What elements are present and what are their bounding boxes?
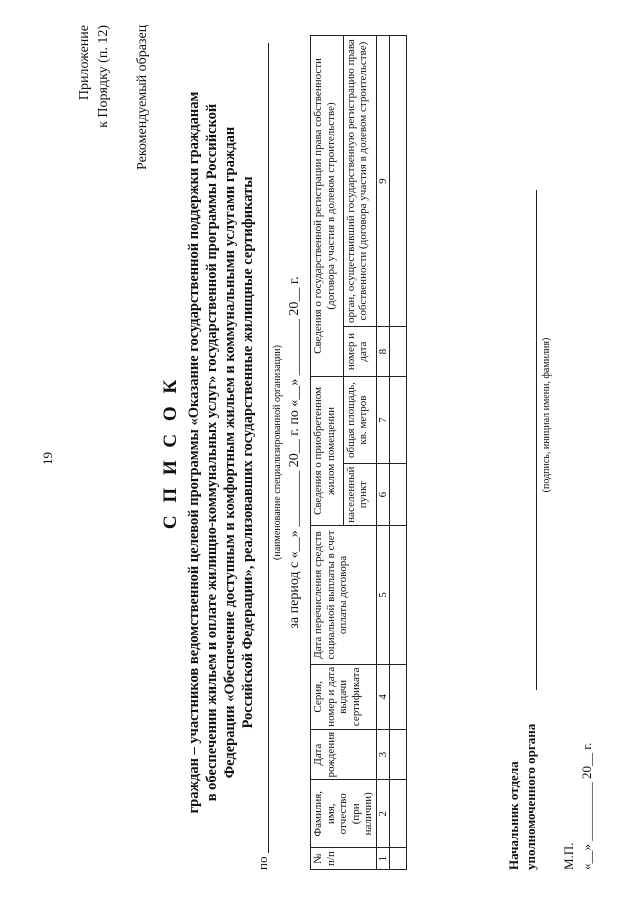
recommended-note: Рекомендуемый образец bbox=[135, 24, 150, 170]
org-name-line bbox=[268, 43, 269, 853]
heading-line: в обеспечении жильем и оплате жилищно-коммунальных услуг» государственной программы Российской bbox=[204, 103, 220, 802]
heading-line: Федерации «Обеспечение доступным и комфортным жильем и коммунальными услугами граждан bbox=[222, 126, 238, 779]
empty-cell bbox=[390, 780, 407, 848]
empty-cell bbox=[390, 848, 407, 870]
column-number-cell: 9 bbox=[376, 36, 390, 327]
header-full-name: Фамилия, имя, отчество (при наличии) bbox=[311, 780, 377, 848]
citizens-table bbox=[310, 35, 407, 870]
header-registration-info: Сведения о государственной регистрации права собственности (договора участия в долевом строительстве) bbox=[311, 36, 344, 377]
empty-cell bbox=[390, 464, 407, 526]
empty-cell bbox=[390, 526, 407, 665]
signature-title-line: Начальник отдела bbox=[506, 761, 521, 870]
column-number-cell: 2 bbox=[376, 780, 390, 848]
header-area: общая площадь, кв. метров bbox=[343, 376, 376, 463]
appendix-block bbox=[75, 25, 113, 205]
column-number-cell: 6 bbox=[376, 464, 390, 526]
signature-block bbox=[505, 670, 539, 870]
empty-cell bbox=[390, 36, 407, 327]
heading-line: граждан – участников ведомственной целевой программы «Оказание государственной поддержки гражданам bbox=[186, 91, 202, 814]
column-number-cell: 4 bbox=[376, 664, 390, 729]
period-line: за период с «__» ________ 20__ г. по «__» ________ 20__ г. bbox=[287, 276, 302, 629]
empty-cell bbox=[390, 729, 407, 780]
header-reg-number-date: номер и дата bbox=[343, 327, 376, 377]
empty-cell bbox=[390, 327, 407, 377]
page-number: 19 bbox=[40, 452, 55, 465]
column-number-cell: 8 bbox=[376, 327, 390, 377]
column-number-cell: 5 bbox=[376, 526, 390, 665]
org-prefix: по bbox=[255, 856, 270, 870]
header-certificate: Серия, номер и дата выдачи сертификата bbox=[311, 664, 377, 729]
document-heading bbox=[185, 35, 257, 870]
signature-caption: (подпись, инициал имени, фамилия) bbox=[541, 337, 552, 493]
column-number-cell: 3 bbox=[376, 729, 390, 780]
empty-row bbox=[390, 36, 407, 870]
header-settlement: населенный пункт bbox=[343, 464, 376, 526]
heading-line: Российской Федерации», реализовавших государственные жилищные сертификаты bbox=[240, 176, 256, 729]
stamp-label: М.П. bbox=[561, 842, 576, 870]
column-number-cell: 1 bbox=[376, 848, 390, 870]
document-title: С П И С О К bbox=[160, 375, 181, 530]
header-reg-authority: орган, осуществивший государственную регистрацию права собственности (договора участия в долевом строительстве) bbox=[343, 36, 376, 327]
signature-date: «__» _________ 20__ г. bbox=[579, 742, 594, 870]
empty-cell bbox=[390, 664, 407, 729]
header-birth-date: Дата рождения bbox=[311, 729, 377, 780]
column-number-cell: 7 bbox=[376, 376, 390, 463]
org-caption: (наименование специализированной организации) bbox=[272, 345, 283, 560]
signature-title-line: уполномоченного органа bbox=[523, 723, 538, 870]
empty-cell bbox=[390, 376, 407, 463]
header-payment-date: Дата перечисления средств социальной выплаты в счет оплаты договора bbox=[311, 526, 377, 665]
appendix-line: к Порядку (п. 12) bbox=[96, 25, 111, 128]
signature-line bbox=[536, 190, 537, 690]
appendix-line: Приложение bbox=[77, 25, 92, 101]
header-number: № п/п bbox=[311, 848, 377, 870]
header-housing-info: Сведения о приобретенном жилом помещении bbox=[311, 376, 344, 525]
